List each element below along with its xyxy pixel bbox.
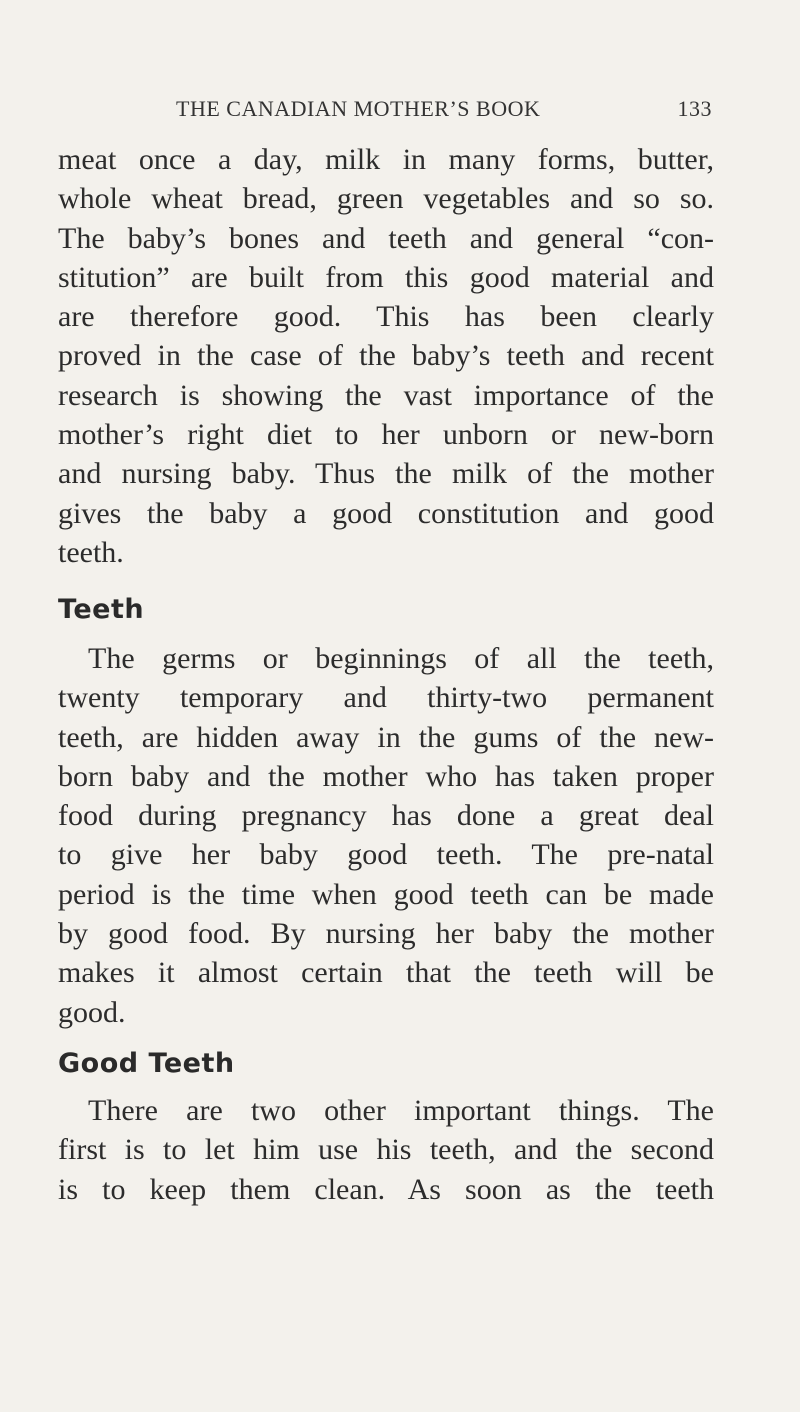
text-line: proved in the case of the baby’s teeth and recent: [58, 339, 714, 373]
text-line: period is the time when good teeth can be made: [58, 877, 714, 911]
text-line: gives the baby a good constitution and good: [58, 496, 714, 530]
text-line: stitution” are built from this good material and: [58, 260, 714, 294]
text-line: by good food. By nursing her baby the mother: [58, 917, 714, 951]
text-line: mother’s right diet to her unborn or new-born: [58, 418, 714, 452]
text-line: There are two other important things. The: [88, 1094, 714, 1127]
text-line: are therefore good. This has been clearly: [58, 300, 714, 334]
text-line: is to keep them clean. As soon as the teeth: [58, 1172, 714, 1206]
text-line: to give her baby good teeth. The pre-natal: [58, 838, 714, 872]
text-line: and nursing baby. Thus the milk of the mother: [58, 457, 714, 491]
paragraph-teeth: [58, 639, 714, 1032]
text-line: food during pregnancy has done a great deal: [58, 799, 714, 833]
section-heading-good-teeth: Good Teeth: [58, 1048, 235, 1079]
text-line: good.: [58, 995, 126, 1029]
text-line: teeth.: [58, 535, 124, 569]
text-line: whole wheat bread, green vegetables and so so.: [58, 182, 714, 216]
page-number: 133: [677, 96, 712, 121]
paragraph-intro: [58, 140, 714, 572]
running-header: [176, 96, 712, 126]
text-line: born baby and the mother who has taken proper: [58, 759, 714, 793]
text-line: The baby’s bones and teeth and general “con-: [58, 221, 714, 255]
running-title: THE CANADIAN MOTHER’S BOOK: [176, 96, 541, 121]
text-line: teeth, are hidden away in the gums of the new-: [58, 720, 714, 754]
section-heading-teeth: Teeth: [58, 594, 145, 625]
text-line: first is to let him use his teeth, and the second: [58, 1133, 714, 1167]
text-line: makes it almost certain that the teeth will be: [58, 956, 714, 990]
text-line: twenty temporary and thirty-two permanent: [58, 681, 714, 715]
paragraph-good-teeth: [58, 1091, 714, 1209]
text-line: research is showing the vast importance of the: [58, 378, 714, 412]
text-line: The germs or beginnings of all the teeth,: [88, 642, 714, 675]
text-line: meat once a day, milk in many forms, butter,: [58, 143, 714, 176]
